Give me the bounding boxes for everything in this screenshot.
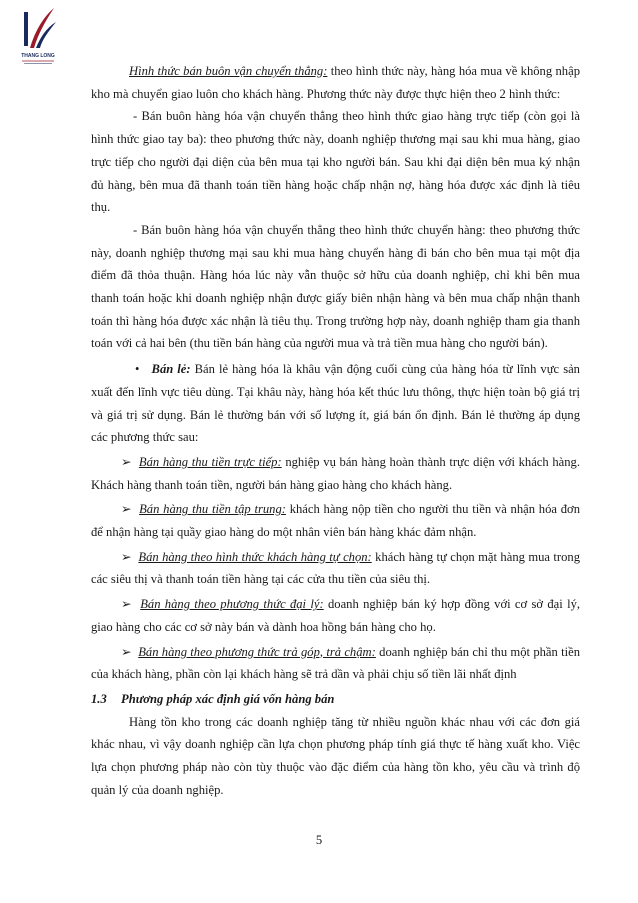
term-direct-wholesale: Hình thức bán buôn vận chuyển thẳng:: [129, 64, 328, 78]
logo-brand-text: THANG LONG: [21, 53, 55, 59]
arrow-bullet-icon: ➢: [121, 644, 132, 659]
section-number: 1.3: [91, 691, 107, 706]
paragraph-shipping: - Bán buôn hàng hóa vận chuyển thẳng theo hình thức chuyển hàng: theo phương thức này, doanh nghiệp thương mại sau khi mua hàng chuyển hàng đi bán cho bên mua tại một địa điểm đã thỏa thuận. Hàng hóa lúc này vẫn thuộc sở hữu của doanh nghiệp, chỉ khi bên mua thanh toán hoặc khi doanh nghiệp nhận được giấy biên nhận hàng và bên mua chấp nhận thanh toán thì hàng hóa được xác nhận là tiêu thụ. Trong trường hợp này, doanh nghiệp tham gia thanh toán với cả hai bên (thu tiền bán hàng của người mua và trả tiền mua hàng cho người bán).: [91, 222, 580, 351]
list-item: ➢ Bán hàng theo phương thức trả góp, trả chậm: doanh nghiệp bán chỉ thu một phần tiền của khách hàng, phần còn lại khách hàng sẽ trả dần và phải chịu số tiền lãi nhất định: [91, 644, 581, 682]
paragraph-inventory: Hàng tồn kho trong các doanh nghiệp tăng từ nhiều nguồn khác nhau với các đơn giá khác nhau, vì vậy doanh nghiệp cần lựa chọn phương pháp tính giá thực tế hàng xuất kho. Việc lựa chọn phương pháp nào còn tùy thuộc vào đặc điểm của hàng tồn kho, yêu cầu và trình độ quản lý của doanh nghiệp.: [91, 714, 580, 797]
list-item: ➢ Bán hàng theo hình thức khách hàng tự chọn: khách hàng tự chọn mặt hàng mua trong các siêu thị và thanh toán tiền hàng tại các cửa thu tiền của siêu thị.: [91, 549, 580, 587]
arrow-bullet-icon: ➢: [121, 597, 132, 612]
arrow-bullet-icon: ➢: [121, 502, 132, 517]
arrow-bullet-icon: ➢: [121, 549, 132, 564]
list-item: ➢ Bán hàng thu tiền trực tiếp: nghiệp vụ bán hàng hoàn thành trực diện với khách hàng. Khách hàng thanh toán tiền, người bán hàng giao hàng cho khách hàng.: [91, 454, 580, 492]
paragraph-hand-delivery: - Bán buôn hàng hóa vận chuyển thẳng theo hình thức giao hàng trực tiếp (còn gọi là hình thức giao tay ba): theo phương thức này, doanh nghiệp thương mại sau khi mua hàng, giao trực tiếp cho người đại diện của bên mua tại kho người bán. Sau khi đại diện bên mua ký nhận đủ hàng, bên mua đã thanh toán tiền hàng hoặc chấp nhận nợ, hàng hóa được xác định là tiêu thụ.: [91, 109, 580, 215]
paragraph-direct-wholesale: Hình thức bán buôn vận chuyển thẳng: theo hình thức này, hàng hóa mua về không nhập kho mà chuyển giao luôn cho khách hàng. Phương thức này được thực hiện theo 2 hình thức:: [91, 64, 580, 101]
page-number: 5: [315, 833, 323, 847]
section-heading: [91, 688, 580, 711]
list-item: ➢ Bán hàng thu tiền tập trung: khách hàng nộp tiền cho người thu tiền và nhận hóa đơn để nhận hàng tại quầy giao hàng do một nhân viên bán hàng khác đảm nhận.: [91, 502, 580, 540]
term-retail: Bán lẻ:: [151, 362, 191, 377]
term-method: Bán hàng thu tiền trực tiếp:: [138, 454, 282, 469]
term-method: Bán hàng theo hình thức khách hàng tự chọn:: [138, 549, 372, 564]
bullet-icon: •: [135, 362, 140, 377]
term-method: Bán hàng theo phương thức đại lý:: [140, 597, 324, 612]
list-item: ➢ Bán hàng theo phương thức đại lý: doanh nghiệp bán ký hợp đồng với cơ sở đại lý, giao hàng cho các cơ sở này bán và dành hoa hồng bán hàng cho họ.: [91, 597, 581, 634]
term-method: Bán hàng theo phương thức trả góp, trả chậm:: [138, 644, 376, 659]
arrow-bullet-icon: ➢: [121, 454, 132, 469]
page-content: [91, 60, 580, 802]
section-title: Phương pháp xác định giá vốn hàng bán: [121, 691, 335, 706]
paragraph-retail: • Bán lẻ: Bán lẻ hàng hóa là khâu vận động cuối cùng của hàng hóa từ lĩnh vực sản xuất đến lĩnh vực tiêu dùng. Tại khâu này, hàng hóa kết thúc lưu thông, thực hiện toàn bộ giá trị và giá trị sử dụng. Bán lẻ thường bán với số lượng ít, giá bán ổn định. Bán lẻ thường áp dụng các phương thức sau:: [91, 362, 580, 445]
logo-mark-icon: [24, 8, 56, 48]
term-method: Bán hàng thu tiền tập trung:: [139, 502, 286, 517]
university-logo: [16, 4, 60, 68]
